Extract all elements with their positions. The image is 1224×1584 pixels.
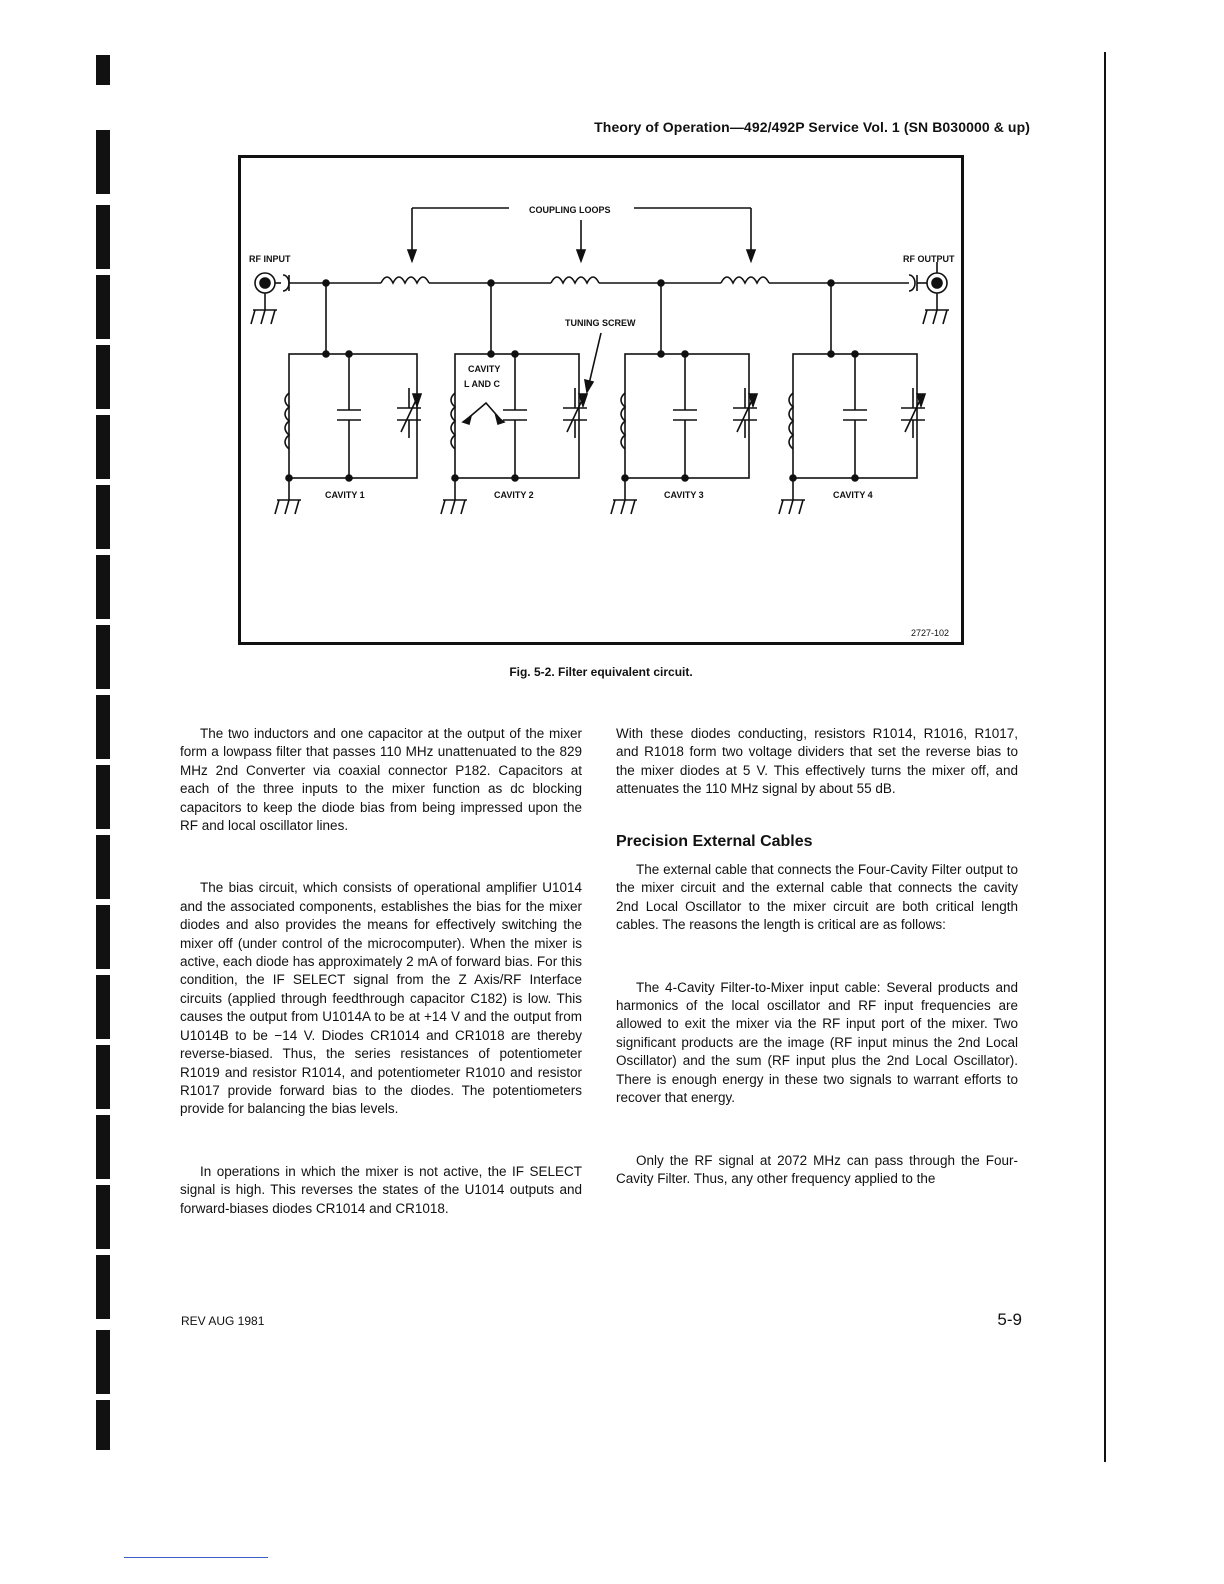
paragraph: The bias circuit, which consists of operational amplifier U1014 and the associated components, establishes the bias for the mixer diodes and also provides the means for effectively switching the mixer off (under control of the microcomputer). When the mixer is active, each diode has approximately 2 mA of forward bias. For this condition, the IF SELECT signal from the Z Axis/RF Interface circuits (applied through feedthrough capacitor C182) is low. This causes the output from U1014A to be at +14 V and the output from U1014B to be −14 V. Diodes CR1014 and CR1018 are thereby reverse-biased. Thus, the series resistances of potentiometer R1019 and resistor R1014, and potentiometer R1010 and resistor R1017 provide forward bias to the diodes. The potentiometers provide for balancing the bias levels. [180,880,582,1117]
binding-mark [96,205,110,269]
rf-output-connector [891,262,949,324]
binding-mark [96,55,110,85]
page-number: 5-9 [997,1310,1022,1329]
paragraph: The external cable that connects the Four-Cavity Filter output to the mixer circuit and the external cable that connects the cavity 2nd Local Oscillator to the mixer circuit are both critical length cables. The reasons the length is critical are as follows: [616,862,1018,933]
binding-mark [96,555,110,619]
binding-mark [96,765,110,829]
cavity-1-label: CAVITY 1 [325,490,365,500]
filter-schematic [241,158,961,642]
cavity-4-label: CAVITY 4 [833,490,873,500]
rf-output-label: RF OUTPUT [903,254,955,264]
running-header: Theory of Operation—492/492P Service Vol. 1 (SN B030000 & up) [594,119,1030,135]
cavity-3-circuit [611,280,757,514]
binding-mark [96,1115,110,1179]
revision-date: REV AUG 1981 [181,1314,265,1328]
figure-caption: Fig. 5-2. Filter equivalent circuit. [509,665,693,679]
paragraph: With these diodes conducting, resistors R1014, R1016, R1017, and R1018 form two voltage dividers that set the reverse bias to the mixer diodes at 5 V. This effectively turns the mixer off, and attenuates the 110 MHz signal by about 55 dB. [616,726,1018,797]
binding-mark [96,275,110,339]
binding-mark [96,625,110,689]
figure-number: 2727-102 [911,628,950,638]
cavity-4-circuit [779,280,925,514]
coupling-loops-label: COUPLING LOOPS [529,205,611,215]
main-signal-line [326,277,891,283]
binding-mark [96,1330,110,1394]
binding-mark [96,835,110,899]
binding-edge [96,40,140,1480]
binding-mark [96,345,110,409]
binding-mark [96,1255,110,1319]
rf-input-label: RF INPUT [249,254,291,264]
cavity-lc-label-line2: L AND C [464,379,500,389]
cavity-2-label: CAVITY 2 [494,490,534,500]
binding-mark [96,975,110,1039]
paragraph: In operations in which the mixer is not active, the IF SELECT signal is high. This reverses the states of the U1014 outputs and forward-biases diodes CR1014 and CR1018. [180,1163,582,1216]
binding-mark [96,695,110,759]
filter-circuit-figure [238,155,964,645]
tuning-screw-label: TUNING SCREW [565,318,636,328]
cavity-2-circuit [441,280,601,514]
binding-mark [96,1400,110,1450]
cavity-3-label: CAVITY 3 [664,490,704,500]
cavity-1-circuit [275,280,421,514]
binding-mark [96,1045,110,1109]
cavity-lc-label-line1: CAVITY [468,364,501,374]
binding-mark [96,905,110,969]
scan-edge-line [124,1557,268,1558]
paragraph: The 4-Cavity Filter-to-Mixer input cable: Several products and harmonics of the local oscillator and RF input frequencies are allowed to exit the mixer via the RF input port of the mixer. Two significant products are the image (RF input minus the 2nd Local Oscillator) and the sum (RF input plus the 2nd Local Oscillator). There is enough energy in these two signals to warrant efforts to recover that energy. [616,979,1018,1106]
coupling-loops-bracket [408,208,755,261]
binding-mark [96,485,110,549]
section-heading: Precision External Cables [616,832,813,850]
rf-input-connector [251,273,326,324]
right-column [616,725,1018,1188]
left-column [180,725,582,1218]
paragraph: The two inductors and one capacitor at the output of the mixer form a lowpass filter that passes 110 MHz unattenuated to the 829 MHz 2nd Converter via coaxial connector P182. Capacitors at each of the three inputs to the mixer function as dc blocking capacitors to keep the diode bias from being impressed upon the RF and local oscillator lines. [180,726,582,834]
paragraph: Only the RF signal at 2072 MHz can pass through the Four-Cavity Filter. Thus, any other frequency applied to the [616,1152,1018,1186]
binding-mark [96,1185,110,1249]
page-edge-rule [1104,52,1106,1462]
binding-mark [96,130,110,194]
binding-mark [96,415,110,479]
